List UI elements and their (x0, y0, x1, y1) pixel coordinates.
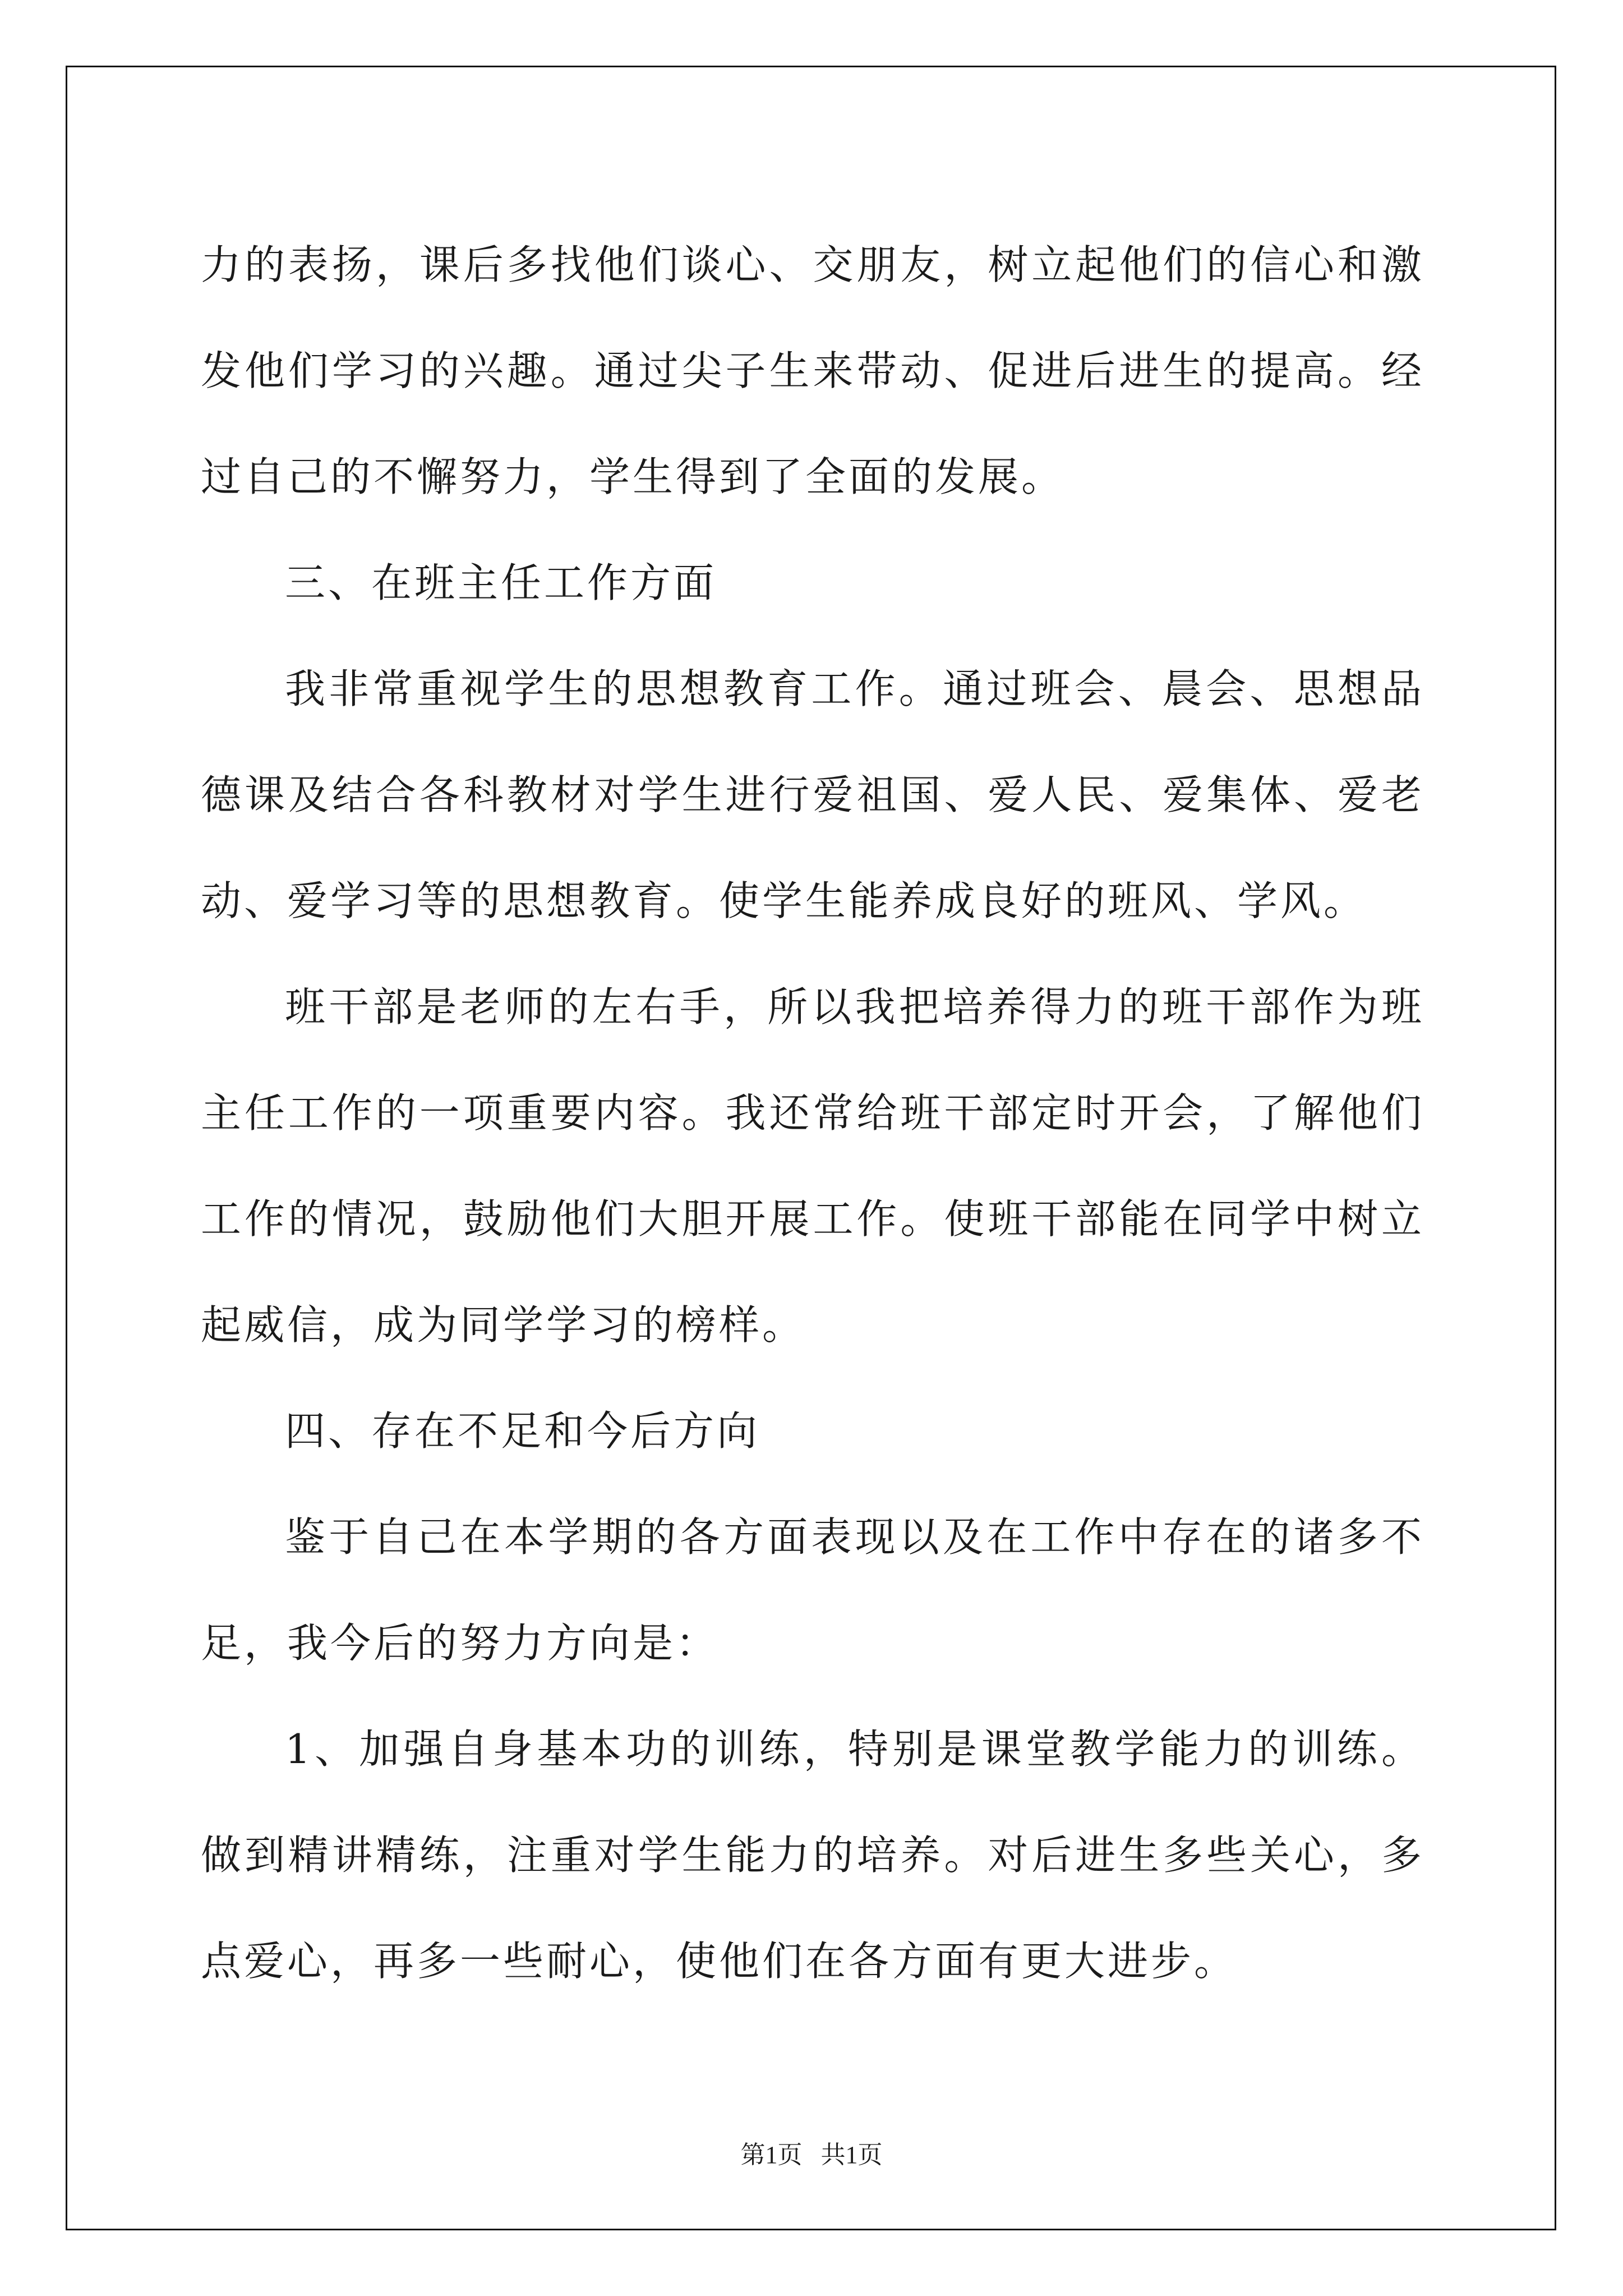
heading-section-4: 四、存在不足和今后方向 (285, 1407, 760, 1455)
paragraph-5: 1、加强自身基本功的训练，特别是课堂教学能力的训练。做到精讲精练，注重对学生能力的培养。对后进生多些关心，多点爱心，再多一些耐心，使他们在各方面有更大进步。 (201, 1726, 1424, 1985)
page-number-footer: 第1页 共1页 (740, 2141, 883, 2169)
paragraph-2: 我非常重视学生的思想教育工作。通过班会、晨会、思想品德课及结合各科教材对学生进行爱祖国、爱人民、爱集体、爱老动、爱学习等的思想教育。使学生能养成良好的班风、学风。 (201, 665, 1424, 924)
paragraph-1: 力的表扬，课后多找他们谈心、交朋友，树立起他们的信心和激发他们学习的兴趣。通过尖子生来带动、促进后进生的提高。经过自己的不懈努力，学生得到了全面的发展。 (201, 241, 1424, 500)
heading-section-3: 三、在班主任工作方面 (285, 559, 717, 606)
paragraph-4: 鉴于自己在本学期的各方面表现以及在工作中存在的诸多不足，我今后的努力方向是： (201, 1513, 1424, 1667)
document-body (201, 212, 1424, 2014)
paragraph-3: 班干部是老师的左右手，所以我把培养得力的班干部作为班主任工作的一项重要内容。我还常给班干部定时开会，了解他们工作的情况，鼓励他们大胆开展工作。使班干部能在同学中树立起威信，成为同学学习的榜样。 (201, 983, 1424, 1349)
